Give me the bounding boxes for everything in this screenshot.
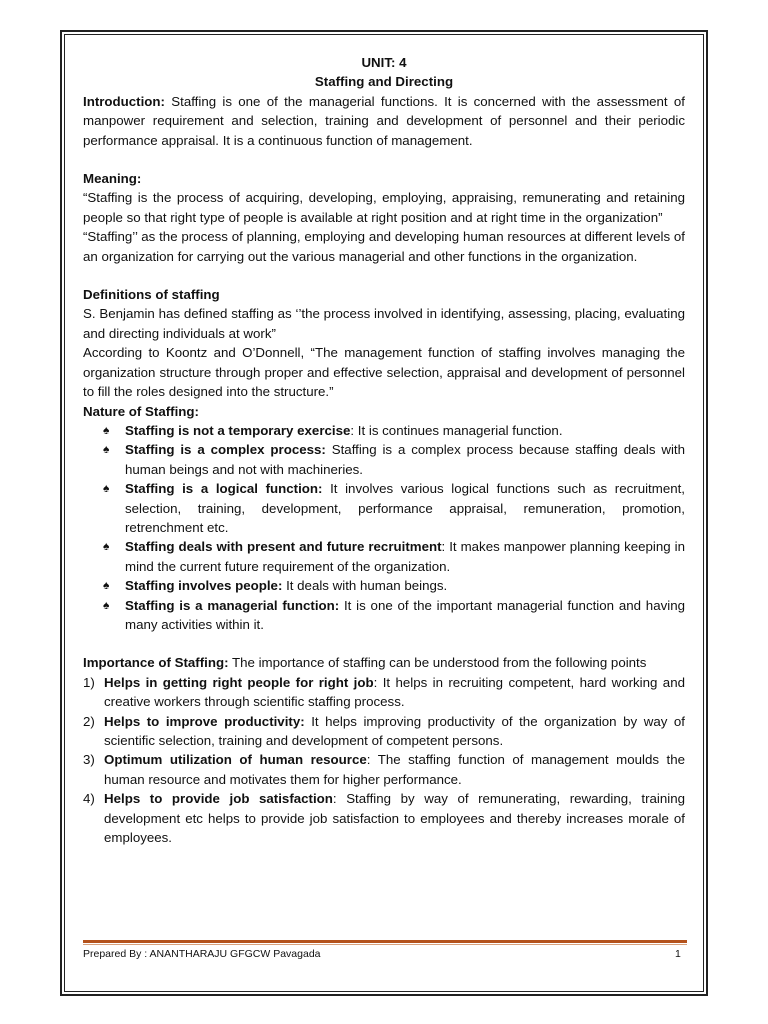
importance-label: Importance of Staffing:: [83, 655, 229, 671]
intro-paragraph: [83, 92, 685, 150]
document-body: [83, 53, 685, 847]
list-item: ♠ Staffing is a managerial function: It is one of the important managerial function and having many activities within it.: [103, 597, 685, 632]
intro-text: Staffing is one of the managerial functions. It is concerned with the assessment of manpower requirement and selection, training and development of personnel and their periodic performance appraisal. It is a continuous function of management.: [83, 93, 685, 148]
list-item: ♠ Staffing deals with present and future recruitment: It makes manpower planning keeping in mind the current future requirement of the organization.: [103, 539, 685, 574]
intro-label: Introduction:: [83, 93, 165, 109]
list-item: 1) Helps in getting right people for right job: It helps in recruiting competent, hard working and creative workers through scientific staffing process.: [83, 674, 685, 710]
list-item: ♠ Staffing involves people: It deals with human beings.: [125, 576, 685, 595]
definition-koontz: According to Koontz and O’Donnell, “The management function of staffing involves managing the organization structure through proper and effective selection, appraisal and development of personnel to fill the roles designed into the structure.”: [83, 345, 685, 400]
meaning-paragraph-2: “Staffing’’ as the process of planning, employing and developing human resources at different levels of an organization for carrying out the various managerial and other functions in the organization.: [83, 229, 685, 264]
meaning-paragraph-1: “Staffing is the process of acquiring, developing, employing, appraising, remunerating and retaining people so that right type of people is available at right position and at right time in the organization”: [83, 190, 685, 225]
definition-benjamin: S. Benjamin has defined staffing as ‘’the process involved in identifying, assessing, placing, evaluating and directing individuals at work”: [83, 306, 685, 341]
nature-list: [83, 421, 685, 634]
footer-rule-thin: [83, 944, 687, 945]
importance-list: [83, 673, 685, 848]
footer-prepared-by: Prepared By : ANANTHARAJU GFGCW Pavagada: [83, 948, 321, 960]
importance-paragraph: Importance of Staffing: The importance of staffing can be understood from the following points: [83, 655, 647, 671]
page-title: Staffing and Directing: [314, 74, 454, 90]
list-item: ♠ Staffing is a logical function: It involves various logical functions such as recruitment, selection, training, development, performance appraisal, remuneration, promotion, retrenchment etc.: [103, 481, 685, 535]
list-item: 4) Helps to provide job satisfaction: Staffing by way of remunerating, rewarding, training development etc helps to provide job satisfaction to employees and thereby increases morale of employees.: [83, 791, 685, 846]
footer-rule: [83, 940, 687, 943]
spade-bullet-icon: ♠: [103, 422, 110, 437]
spade-bullet-icon: ♠: [103, 578, 110, 593]
list-item: 3) Optimum utilization of human resource: The staffing function of management moulds the human resource and motivates them for higher performance.: [83, 752, 685, 787]
definitions-heading: Definitions of staffing: [83, 287, 220, 303]
unit-heading: UNIT: 4: [361, 55, 407, 70]
meaning-heading: Meaning:: [83, 171, 142, 187]
spade-bullet-icon: ♠: [103, 597, 110, 612]
list-item: ♠ Staffing is a complex process: Staffing is a complex process because staffing deals with human beings and not with machineries.: [103, 442, 685, 477]
nature-heading: Nature of Staffing:: [83, 403, 199, 419]
list-item: ♠ Staffing is not a temporary exercise: It is continues managerial function.: [125, 421, 685, 440]
spade-bullet-icon: ♠: [103, 481, 110, 496]
spade-bullet-icon: ♠: [103, 442, 110, 457]
spade-bullet-icon: ♠: [103, 539, 110, 554]
page-number: 1: [675, 948, 681, 960]
list-item: 2) Helps to improve productivity: It helps improving productivity of the organization by way of scientific selection, training and development of competent persons.: [83, 713, 685, 748]
